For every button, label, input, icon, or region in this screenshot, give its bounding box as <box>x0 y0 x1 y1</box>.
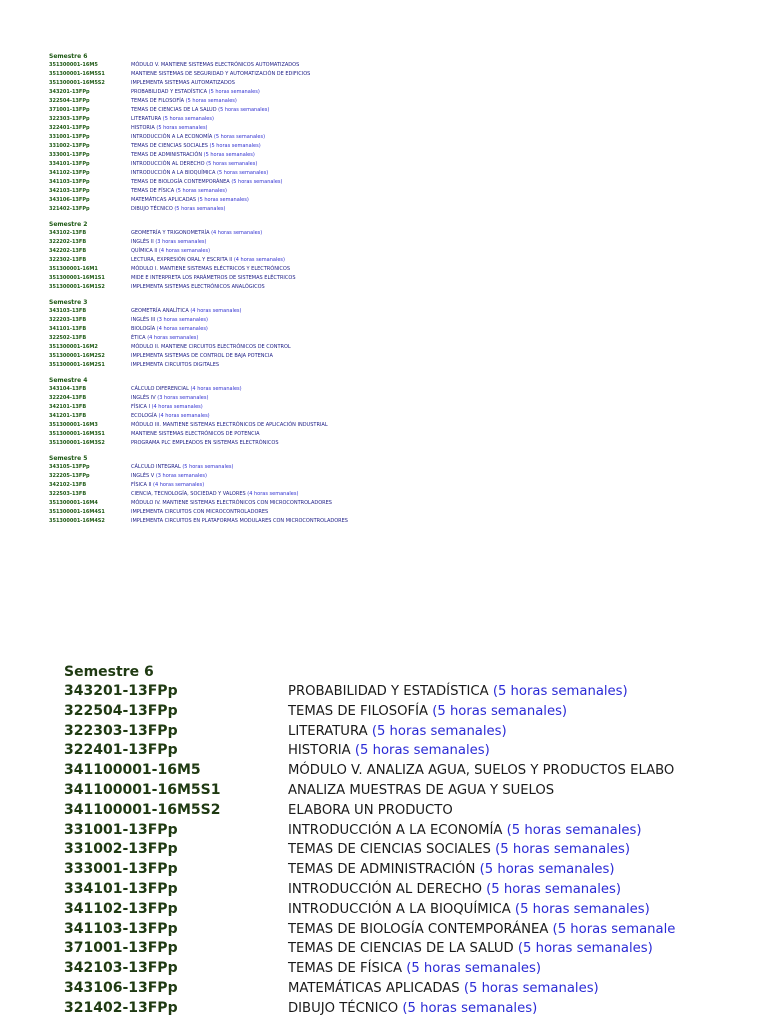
course-row <box>49 481 749 490</box>
course-code: 342103-13FPp <box>64 960 178 977</box>
course-row <box>49 283 749 292</box>
course-row <box>49 196 749 205</box>
course-hours: (5 horas semanales) <box>218 107 270 113</box>
course-row <box>49 106 749 115</box>
course-row <box>64 920 768 940</box>
course-hours: (4 horas semanales) <box>158 248 211 254</box>
course-row <box>49 463 749 472</box>
course-row <box>49 61 749 70</box>
course-hours: (4 horas semanales) <box>233 257 285 263</box>
course-name: INGLÉS IV <box>131 395 156 401</box>
course-name: IMPLEMENTA SISTEMAS AUTOMATIZADOS <box>131 80 235 86</box>
course-name: QUÍMICA II <box>131 248 158 254</box>
spacer <box>265 283 267 292</box>
course-code: 322203-13FB <box>49 317 87 323</box>
small-curriculum-document <box>49 52 749 532</box>
course-row <box>49 88 749 97</box>
spacer <box>674 761 678 781</box>
course-hours: (5 horas semanales) <box>203 152 255 158</box>
course-row <box>64 959 768 979</box>
course-code: 331001-13FPp <box>64 821 178 838</box>
course-code: 341100001-16M5S1 <box>64 781 221 798</box>
course-hours: (5 horas semanales) <box>206 161 258 167</box>
course-name: MATEMÁTICAS APLICADAS <box>288 980 460 996</box>
course-hours: (5 horas semanales) <box>156 125 208 131</box>
course-hours: (5 horas semanales) <box>185 98 237 104</box>
course-hours: (4 horas semanales) <box>190 308 242 314</box>
course-hours: (5 horas semanales) <box>354 743 490 759</box>
course-code: 342101-13FB <box>49 404 87 410</box>
course-code: 351300001-16M3S2 <box>49 440 105 446</box>
course-code: 341201-13FB <box>49 413 87 419</box>
course-name: TEMAS DE FILOSOFÍA <box>131 98 185 104</box>
course-hours: (4 horas semanales) <box>147 335 199 341</box>
course-row <box>49 205 749 214</box>
course-row <box>49 343 749 352</box>
course-name: INGLÉS II <box>131 239 154 245</box>
course-row <box>64 781 768 801</box>
course-row <box>49 169 749 178</box>
course-code: 322303-13FPp <box>49 116 90 122</box>
course-row <box>49 274 749 283</box>
course-name: INTRODUCCIÓN A LA ECONOMÍA <box>131 134 213 140</box>
course-row <box>64 880 768 900</box>
course-name: INTRODUCCIÓN A LA BIOQUÍMICA <box>131 170 216 176</box>
course-hours: (5 horas semanales) <box>162 116 214 122</box>
semester-block <box>49 220 749 292</box>
course-row <box>49 316 749 325</box>
course-row <box>49 307 749 316</box>
course-code: 351300001-16M4 <box>49 500 98 506</box>
course-code: 331002-13FPp <box>64 841 178 858</box>
course-code: 331001-13FPp <box>49 134 90 140</box>
spacer <box>328 421 330 430</box>
course-name: CÁLCULO INTEGRAL <box>131 464 181 470</box>
course-code: 322205-13FPp <box>49 473 90 479</box>
course-hours: (3 horas semanales) <box>155 473 207 479</box>
course-code: 351300001-16M2S1 <box>49 362 105 368</box>
course-hours: (5 horas semanales) <box>402 1000 538 1016</box>
course-row <box>49 517 749 526</box>
course-code: 351300001-16M3S1 <box>49 431 105 437</box>
course-row <box>49 229 749 238</box>
course-name: TEMAS DE BIOLOGÍA CONTEMPORÁNEA <box>288 921 549 937</box>
spacer <box>554 781 558 801</box>
course-code: 322202-13FB <box>49 239 87 245</box>
course-row <box>49 256 749 265</box>
course-code: 333001-13FPp <box>64 861 178 878</box>
course-list <box>64 682 768 1019</box>
spacer <box>279 439 281 448</box>
semester-block <box>49 454 749 526</box>
course-code: 342102-13FB <box>49 482 87 488</box>
course-code: 351300001-16M5 <box>49 62 98 68</box>
course-name: IMPLEMENTA CIRCUITOS DIGITALES <box>131 362 220 368</box>
course-code: 322303-13FPp <box>64 722 178 739</box>
zoomed-semester-section <box>64 662 768 1019</box>
course-code: 342103-13FPp <box>49 188 90 194</box>
course-hours: (5 horas semanales) <box>231 179 283 185</box>
course-name: TEMAS DE FILOSOFÍA <box>288 703 429 719</box>
course-row <box>64 860 768 880</box>
course-code: 351300001-16M1 <box>49 266 98 272</box>
course-code: 322401-13FPp <box>64 742 178 759</box>
course-row <box>49 490 749 499</box>
course-row <box>49 97 749 106</box>
spacer <box>268 508 270 517</box>
course-code: 321402-13FPp <box>49 206 90 212</box>
semester-block <box>49 298 749 370</box>
course-hours: (5 horas semanale <box>552 921 676 937</box>
course-name: TEMAS DE ADMINISTRACIÓN <box>288 862 476 878</box>
course-code: 334101-13FPp <box>64 880 178 897</box>
course-code: 351300001-16M4S2 <box>49 518 105 524</box>
course-row <box>49 412 749 421</box>
course-row <box>49 325 749 334</box>
course-code: 351300001-16M5S2 <box>49 80 105 86</box>
spacer <box>273 352 275 361</box>
course-row <box>64 741 768 761</box>
course-hours: (4 horas semanales) <box>211 230 263 236</box>
course-hours: (5 horas semanales) <box>217 170 269 176</box>
course-code: 341100001-16M5 <box>64 762 201 779</box>
course-name: MANTIENE SISTEMAS DE SEGURIDAD Y AUTOMATIZACIÓN DE EDIFICIOS <box>131 71 311 77</box>
course-code: 322502-13FB <box>49 335 87 341</box>
course-hours: (5 horas semanales) <box>486 881 622 897</box>
course-row <box>64 840 768 860</box>
course-code: 343201-13FPp <box>64 683 178 699</box>
course-hours: (3 horas semanales) <box>155 239 207 245</box>
course-name: MÓDULO II. MANTIENE CIRCUITOS ELECTRÓNICOS DE CONTROL <box>131 344 291 350</box>
course-row <box>49 79 749 88</box>
course-code: 343106-13FPp <box>49 197 90 203</box>
course-hours: (4 horas semanales) <box>247 491 299 497</box>
course-row <box>49 178 749 187</box>
course-name: ELABORA UN PRODUCTO <box>288 802 453 818</box>
course-name: ECOLOGÍA <box>131 413 157 419</box>
semester-title: Semestre 2 <box>49 221 88 228</box>
course-code: 351300001-16M5S1 <box>49 71 105 77</box>
course-hours: (5 horas semanales) <box>517 941 653 957</box>
course-row <box>49 421 749 430</box>
course-code: 371001-13FPp <box>49 107 90 113</box>
course-name: MÓDULO V. ANALIZA AGUA, SUELOS Y PRODUCTOS ELABO <box>288 763 675 779</box>
course-name: MIDE E INTERPRETA LOS PARÁMETROS DE SISTEMAS ELÉCTRICOS <box>131 275 296 281</box>
course-hours: (5 horas semanales) <box>175 188 227 194</box>
course-hours: (4 horas semanales) <box>153 482 205 488</box>
course-hours: (5 horas semanales) <box>182 464 234 470</box>
course-name: MATEMÁTICAS APLICADAS <box>131 197 197 203</box>
course-code: 343103-13FB <box>49 308 87 314</box>
course-code: 341103-13FPp <box>49 179 90 185</box>
course-code: 322503-13FB <box>49 491 87 497</box>
course-code: 343201-13FPp <box>49 89 90 95</box>
course-name: BIOLOGÍA <box>131 326 156 332</box>
course-name: MÓDULO III. MANTIENE SISTEMAS ELECTRÓNICOS DE APLICACIÓN INDUSTRIAL <box>131 422 328 428</box>
course-row <box>49 508 749 517</box>
course-row <box>49 124 749 133</box>
course-code: 322504-13FPp <box>49 98 90 104</box>
course-name: TEMAS DE FÍSICA <box>288 961 402 977</box>
course-row <box>49 142 749 151</box>
course-row <box>49 499 749 508</box>
course-name: INTRODUCCIÓN AL DERECHO <box>288 881 482 897</box>
course-hours: (5 horas semanales) <box>371 723 507 739</box>
spacer <box>348 517 350 526</box>
course-code: 333001-13FPp <box>49 152 90 158</box>
course-row <box>49 334 749 343</box>
course-name: TEMAS DE CIENCIAS SOCIALES <box>288 842 491 858</box>
course-hours: (5 horas semanales) <box>495 842 631 858</box>
course-name: INTRODUCCIÓN A LA BIOQUÍMICA <box>288 901 511 917</box>
course-name: FÍSICA I <box>131 404 150 410</box>
course-row <box>49 115 749 124</box>
course-name: TEMAS DE BIOLOGÍA CONTEMPORÁNEA <box>131 179 230 185</box>
course-name: MANTIENE SISTEMAS ELECTRÓNICOS DE POTENCIA <box>131 431 260 437</box>
course-code: 321402-13FPp <box>64 999 178 1016</box>
course-row <box>64 761 768 781</box>
course-name: DIBUJO TÉCNICO <box>288 1000 399 1016</box>
course-code: 351300001-16M1S2 <box>49 284 105 290</box>
semester-title: Semestre 6 <box>64 664 154 680</box>
course-name: IMPLEMENTA CIRCUITOS CON MICROCONTROLADORES <box>131 509 269 515</box>
course-hours: (5 horas semanales) <box>209 143 261 149</box>
course-row <box>49 133 749 142</box>
course-hours: (4 horas semanales) <box>190 386 242 392</box>
course-name: LECTURA, EXPRESIÓN ORAL Y ESCRITA II <box>131 257 233 263</box>
course-row <box>49 151 749 160</box>
course-name: GEOMETRÍA Y TRIGONOMETRÍA <box>131 230 210 236</box>
course-name: FÍSICA II <box>131 482 152 488</box>
course-name: LITERATURA <box>288 723 368 739</box>
course-code: 334101-13FPp <box>49 161 90 167</box>
course-name: IMPLEMENTA SISTEMAS DE CONTROL DE BAJA POTENCIA <box>131 353 273 359</box>
course-row <box>49 472 749 481</box>
course-name: INGLÉS III <box>131 317 156 323</box>
course-row <box>49 265 749 274</box>
course-code: 351300001-16M3 <box>49 422 98 428</box>
course-row <box>64 821 768 841</box>
course-row <box>64 939 768 959</box>
spacer <box>453 801 457 821</box>
course-name: HISTORIA <box>288 743 351 759</box>
course-hours: (5 horas semanales) <box>479 862 615 878</box>
course-row <box>49 430 749 439</box>
course-row <box>49 187 749 196</box>
course-name: IMPLEMENTA SISTEMAS ELECTRÓNICOS ANALÓGICOS <box>131 284 265 290</box>
course-row <box>49 238 749 247</box>
spacer <box>219 361 221 370</box>
course-code: 351300001-16M1S1 <box>49 275 105 281</box>
course-code: 322302-13FB <box>49 257 87 263</box>
course-hours: (5 horas semanales) <box>197 197 249 203</box>
course-row <box>49 394 749 403</box>
course-hours: (5 horas semanales) <box>432 703 568 719</box>
course-code: 351300001-16M4S1 <box>49 509 105 515</box>
course-name: ÉTICA <box>131 335 146 341</box>
course-row <box>64 682 768 702</box>
spacer <box>290 265 292 274</box>
course-code: 322401-13FPp <box>49 125 90 131</box>
spacer <box>291 343 293 352</box>
course-code: 343106-13FPp <box>64 979 178 996</box>
course-row <box>49 439 749 448</box>
course-code: 331002-13FPp <box>49 143 90 149</box>
course-name: DIBUJO TÉCNICO <box>131 206 173 212</box>
course-code: 341102-13FPp <box>64 900 178 917</box>
semester-title: Semestre 5 <box>49 455 88 462</box>
course-name: TEMAS DE CIENCIAS SOCIALES <box>131 143 208 149</box>
course-name: CIENCIA, TECNOLOGÍA, SOCIEDAD Y VALORES <box>131 491 246 497</box>
course-name: GEOMETRÍA ANALÍTICA <box>131 308 189 314</box>
course-hours: (4 horas semanales) <box>151 404 203 410</box>
course-code: 351300001-16M2S2 <box>49 353 105 359</box>
semester-title: Semestre 6 <box>49 53 88 60</box>
course-code: 322204-13FB <box>49 395 87 401</box>
course-hours: (5 horas semanales) <box>213 134 266 140</box>
course-hours: (5 horas semanales) <box>506 822 642 838</box>
course-code: 343105-13FPp <box>49 464 90 470</box>
spacer <box>299 61 301 70</box>
course-row <box>49 361 749 370</box>
course-code: 371001-13FPp <box>64 940 178 957</box>
course-row <box>49 160 749 169</box>
course-hours: (5 horas semanales) <box>406 961 542 977</box>
course-code: 341103-13FPp <box>64 920 178 937</box>
course-row <box>49 352 749 361</box>
course-row <box>49 385 749 394</box>
course-code: 343102-13FB <box>49 230 87 236</box>
course-name: INTRODUCCIÓN AL DERECHO <box>131 161 205 167</box>
course-hours: (4 horas semanales) <box>156 326 208 332</box>
course-name: ANALIZA MUESTRAS DE AGUA Y SUELOS <box>288 782 555 798</box>
course-name: PROGRAMA PLC EMPLEADOS EN SISTEMAS ELECTRÓNICOS <box>131 440 279 446</box>
course-code: 342202-13FB <box>49 248 87 254</box>
course-row <box>49 70 749 79</box>
course-row <box>64 900 768 920</box>
semester-block <box>49 52 749 214</box>
course-code: 341100001-16M5S2 <box>64 801 221 818</box>
course-name: MÓDULO I. MANTIENE SISTEMAS ELÉCTRICOS Y ELECTRÓNICOS <box>131 266 291 272</box>
course-row <box>49 403 749 412</box>
course-name: PROBABILIDAD Y ESTADÍSTICA <box>288 684 489 699</box>
course-row <box>64 999 768 1019</box>
course-name: TEMAS DE CIENCIAS DE LA SALUD <box>288 941 514 957</box>
course-hours: (4 horas semanales) <box>158 413 210 419</box>
spacer <box>332 499 334 508</box>
course-name: TEMAS DE CIENCIAS DE LA SALUD <box>131 107 217 113</box>
course-code: 322504-13FPp <box>64 702 178 719</box>
course-row <box>64 979 768 999</box>
course-row <box>64 801 768 821</box>
spacer <box>235 79 237 88</box>
semester-block <box>49 376 749 448</box>
course-row <box>64 722 768 742</box>
course-hours: (5 horas semanales) <box>208 89 260 95</box>
course-name: MÓDULO IV. MANTIENE SISTEMAS ELECTRÓNICOS CON MICROCONTROLADORES <box>131 500 332 506</box>
course-hours: (5 horas semanales) <box>492 684 628 699</box>
course-hours: (3 horas semanales) <box>156 317 208 323</box>
course-name: PROBABILIDAD Y ESTADÍSTICA <box>131 89 208 95</box>
course-name: INTRODUCCIÓN A LA ECONOMÍA <box>288 822 503 838</box>
course-code: 351300001-16M2 <box>49 344 98 350</box>
course-code: 341102-13FPp <box>49 170 90 176</box>
course-row <box>64 702 768 722</box>
course-code: 343104-13FB <box>49 386 87 392</box>
course-code: 341101-13FB <box>49 326 87 332</box>
course-name: IMPLEMENTA CIRCUITOS EN PLATAFORMAS MODULARES CON MICROCONTROLADORES <box>131 518 348 524</box>
semester-title: Semestre 4 <box>49 377 88 384</box>
semester-title: Semestre 3 <box>49 299 88 306</box>
spacer <box>310 70 312 79</box>
spacer <box>296 274 298 283</box>
course-hours: (5 horas semanales) <box>463 980 599 996</box>
course-name: TEMAS DE FÍSICA <box>131 188 175 194</box>
course-name: TEMAS DE ADMINISTRACIÓN <box>131 152 203 158</box>
spacer <box>260 430 262 439</box>
course-name: MÓDULO V. MANTIENE SISTEMAS ELECTRÓNICOS AUTOMATIZADOS <box>131 62 300 68</box>
course-hours: (3 horas semanales) <box>157 395 209 401</box>
course-name: LITERATURA <box>131 116 162 122</box>
course-name: INGLÉS V <box>131 473 155 479</box>
course-row <box>49 247 749 256</box>
course-name: HISTORIA <box>131 125 155 131</box>
course-hours: (5 horas semanales) <box>174 206 226 212</box>
course-hours: (5 horas semanales) <box>514 901 650 917</box>
course-name: CÁLCULO DIFERENCIAL <box>131 386 189 392</box>
